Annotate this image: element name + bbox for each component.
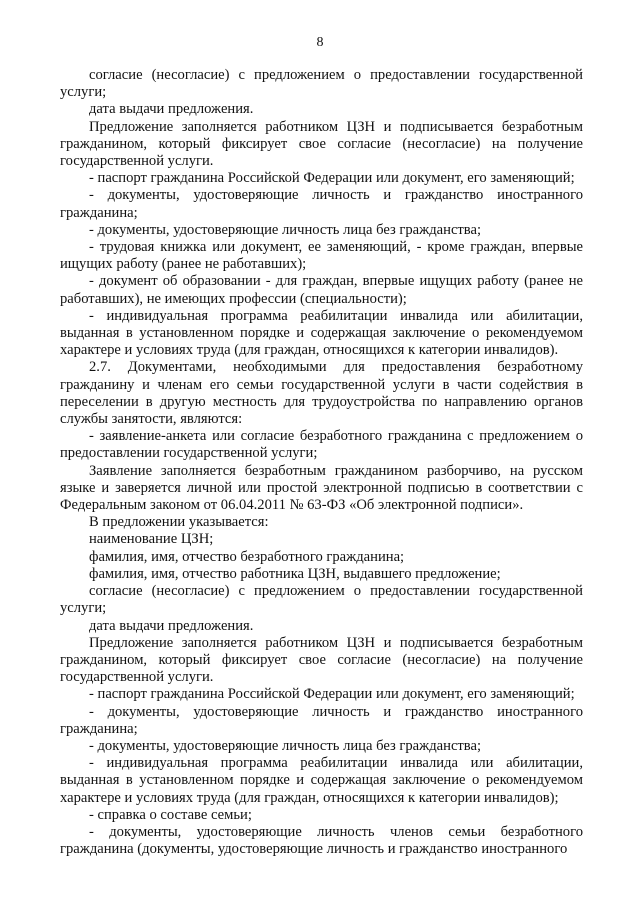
paragraph: - трудовая книжка или документ, ее заменяющий, - кроме граждан, впервые ищущих работу (ранее не работавших); (60, 239, 583, 273)
document-body (60, 67, 583, 858)
paragraph: - заявление-анкета или согласие безработного гражданина с предложением о предоставлении государственной услуги; (60, 428, 583, 462)
paragraph: - паспорт гражданина Российской Федерации или документ, его заменяющий; (89, 686, 575, 703)
paragraph: дата выдачи предложения. (89, 617, 254, 634)
page-number: 8 (316, 35, 324, 50)
paragraph: согласие (несогласие) с предложением о предоставлении государственной услуги; (60, 583, 583, 617)
paragraph: фамилия, имя, отчество работника ЦЗН, выдавшего предложение; (89, 565, 501, 582)
paragraph: - документы, удостоверяющие личность лица без гражданства; (89, 221, 482, 238)
paragraph: согласие (несогласие) с предложением о предоставлении государственной услуги; (60, 67, 583, 101)
paragraph: фамилия, имя, отчество безработного гражданина; (89, 548, 405, 565)
paragraph: - документы, удостоверяющие личность и гражданство иностранного гражданина; (60, 187, 583, 221)
paragraph: наименование ЦЗН; (89, 531, 214, 548)
paragraph: - документы, удостоверяющие личность и гражданство иностранного гражданина; (60, 703, 583, 737)
paragraph: - индивидуальная программа реабилитации инвалида или абилитации, выданная в установленном порядке и содержащая заключение о рекомендуемом характере и условиях труда (для граждан, относящихся к категории инвалидов); (60, 755, 583, 806)
paragraph: дата выдачи предложения. (89, 101, 254, 118)
paragraph: Предложение заполняется работником ЦЗН и подписывается безработным гражданином, который фиксирует свое согласие (несогласие) на получение государственной услуги. (60, 118, 583, 170)
paragraph: - паспорт гражданина Российской Федерации или документ, его заменяющий; (89, 170, 575, 187)
paragraph: Предложение заполняется работником ЦЗН и подписывается безработным гражданином, который фиксирует свое согласие (несогласие) на получение государственной услуги. (60, 634, 583, 686)
paragraph: 2.7. Документами, необходимыми для предоставления безработному гражданину и членам его семьи государственной услуги в части содействия в переселении в другую местность для трудоустройства по направлению органов службы занятости, являются: (60, 359, 583, 428)
paragraph: В предложении указывается: (89, 514, 269, 531)
paragraph: - документ об образовании - для граждан, впервые ищущих работу (ранее не работавших), не имеющих профессии (специальности); (60, 273, 583, 307)
paragraph: - документы, удостоверяющие личность членов семьи безработного гражданина (документы, удостоверяющие личность и гражданство иностранного (60, 823, 583, 858)
paragraph: - индивидуальная программа реабилитации инвалида или абилитации, выданная в установленном порядке и содержащая заключение о рекомендуемом характере и условиях труда (для граждан, относящихся к категории инвалидов). (60, 307, 583, 359)
paragraph: Заявление заполняется безработным гражданином разборчиво, на русском языке и заверяется личной или простой электронной подписью в соответствии с Федеральным законом от 06.04.2011 № 63-ФЗ «Об электронной подписи». (60, 462, 583, 514)
paragraph: - документы, удостоверяющие личность лица без гражданства; (89, 737, 482, 754)
paragraph: - справка о составе семьи; (89, 806, 252, 823)
